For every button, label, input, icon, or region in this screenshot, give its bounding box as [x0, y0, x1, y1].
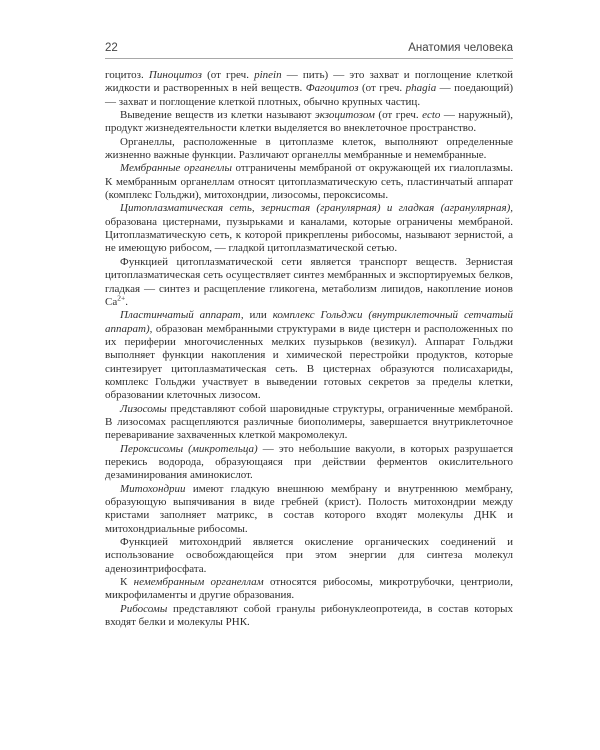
paragraph: [105, 202, 513, 255]
text-segment: образован мембранными структурами в виде цистерн и расположенных по их периферии многочисленных мелких пузырьков (везикул). Аппарат Гольджи выполняет функции накопления и химической перестройки продуктов, которые синтезирует цитоплазматическая сеть. В цистернах образуются полисахариды, комплекс Гольджи участвует в выведении готовых секретов за пределы клетки, образовании клеточных лизосом.: [105, 322, 513, 402]
text-segment: — наружный), продукт жизнедеятельности клетки выделяется во внеклеточное пространство.: [105, 109, 513, 135]
text-segment: образована цистернами, пузырьками и каналами, которые ограничены мембраной. Цитоплазматическую сеть, к которой прикреплены рибосомы, называют зернистой, а не имеющую рибосом, — гладкой цитоплазматической сетью.: [105, 215, 513, 255]
paragraph: [105, 256, 513, 309]
paragraph: [105, 443, 513, 483]
text-segment: 2+: [117, 293, 126, 303]
text-segment: или: [243, 309, 273, 322]
text-segment: гоцитоз.: [105, 69, 149, 81]
text-segment: представляют собой гранулы рибонуклеопротеида, в состав которых входят белки и молекулы РНК.: [105, 602, 513, 629]
text-segment: (от греч.: [201, 69, 255, 81]
text-segment: отграничены мембраной от окружающей их гиалоплазмы. К мембранным органеллам относят цитоплазматическую сеть, пластинчатый аппарат (комплекс Гольджи), митохондрии, лизосомы, пероксисомы.: [105, 162, 513, 202]
text-segment: комплекс Гольджи (внутриклеточный сетчатый аппарат),: [105, 309, 513, 335]
text-segment: Рибосомы: [120, 602, 168, 615]
text-segment: имеют гладкую внешнюю мембрану и внутреннюю мембрану, образующую выпячивания в виде гребней (крист). Полость митохондрии между кристами заполняет матрикс, в состав которого входят молекулы ДНК и митохондриальные рибосомы.: [105, 482, 513, 535]
paragraph: [105, 403, 513, 443]
text-segment: — это небольшие вакуоли, в которых разрушается перекись водорода, образующаяся при действии ферментов окислительного дезаминирования аминокислот.: [105, 442, 514, 482]
running-title: Анатомия человека: [408, 42, 513, 54]
text-segment: Пластинчатый аппарат,: [120, 309, 244, 322]
text-segment: (от греч.: [374, 109, 423, 122]
text-segment: Фагоцитоз: [305, 82, 359, 95]
text-segment: — пить) — это захват и поглощение клеткой жидкости и растворенных в ней веществ.: [105, 69, 513, 95]
paragraph: [105, 536, 513, 576]
paragraph: [105, 69, 513, 109]
text-segment: представляют собой шаровидные структуры, ограниченные мембраной. В лизосомах расщепляются различные биополимеры, завершается внутриклеточное переваривание захваченных клеткой макромолекул.: [105, 402, 513, 442]
text-segment: Мембранные органеллы: [120, 162, 232, 175]
body-text: [105, 69, 513, 629]
text-segment: относятся рибосомы, микротрубочки, центриоли, микрофиламенты и другие образования.: [105, 576, 514, 602]
text-segment: Митохондрии: [120, 482, 186, 495]
paragraph: [105, 162, 513, 202]
text-segment: .: [125, 295, 128, 308]
text-segment: К: [120, 576, 134, 589]
text-segment: Лизосомы: [120, 402, 167, 415]
page-header: [105, 42, 513, 59]
book-page: [105, 42, 513, 629]
page-number: 22: [105, 42, 118, 54]
paragraph: [105, 603, 513, 630]
paragraph: [105, 136, 513, 163]
text-segment: Пиноцитоз: [148, 69, 202, 81]
paragraph: [105, 576, 513, 603]
text-segment: Цитоплазматическая сеть, зернистая (гранулярная) и гладкая (агранулярная),: [120, 202, 513, 215]
paragraph: [105, 109, 513, 136]
text-segment: Выведение веществ из клетки называют: [120, 109, 315, 122]
text-segment: Органеллы, расположенные в цитоплазме клеток, выполняют определенные жизненно важные функции. Различают органеллы мембранные и немембранные.: [105, 135, 513, 162]
paragraph: [105, 309, 513, 402]
text-segment: Пероксисомы (микротельца): [120, 442, 258, 455]
text-segment: ecto: [422, 109, 441, 122]
paragraph: [105, 483, 513, 536]
text-segment: — поедающий) — захват и поглощение клеткой плотных, обычно крупных частиц.: [105, 82, 513, 108]
text-segment: phagia: [405, 82, 437, 95]
text-segment: Функцией митохондрий является окисление органических соединений и использование освобождающейся при этом энергии для синтеза молекул аденозинтрифосфата.: [105, 536, 513, 575]
text-segment: (от греч.: [358, 82, 406, 95]
text-segment: pinein: [254, 69, 282, 81]
text-segment: немембранным органеллам: [133, 576, 264, 589]
text-segment: экзоцитозом: [314, 109, 375, 122]
text-segment: Функцией цитоплазматической сети является транспорт веществ. Зернистая цитоплазматическая сеть осуществляет синтез мембранных и экспортируемых белков, гладкая — синтез и расщепление гликогена, метаболизм липидов, накопление ионов Ca: [105, 255, 513, 308]
